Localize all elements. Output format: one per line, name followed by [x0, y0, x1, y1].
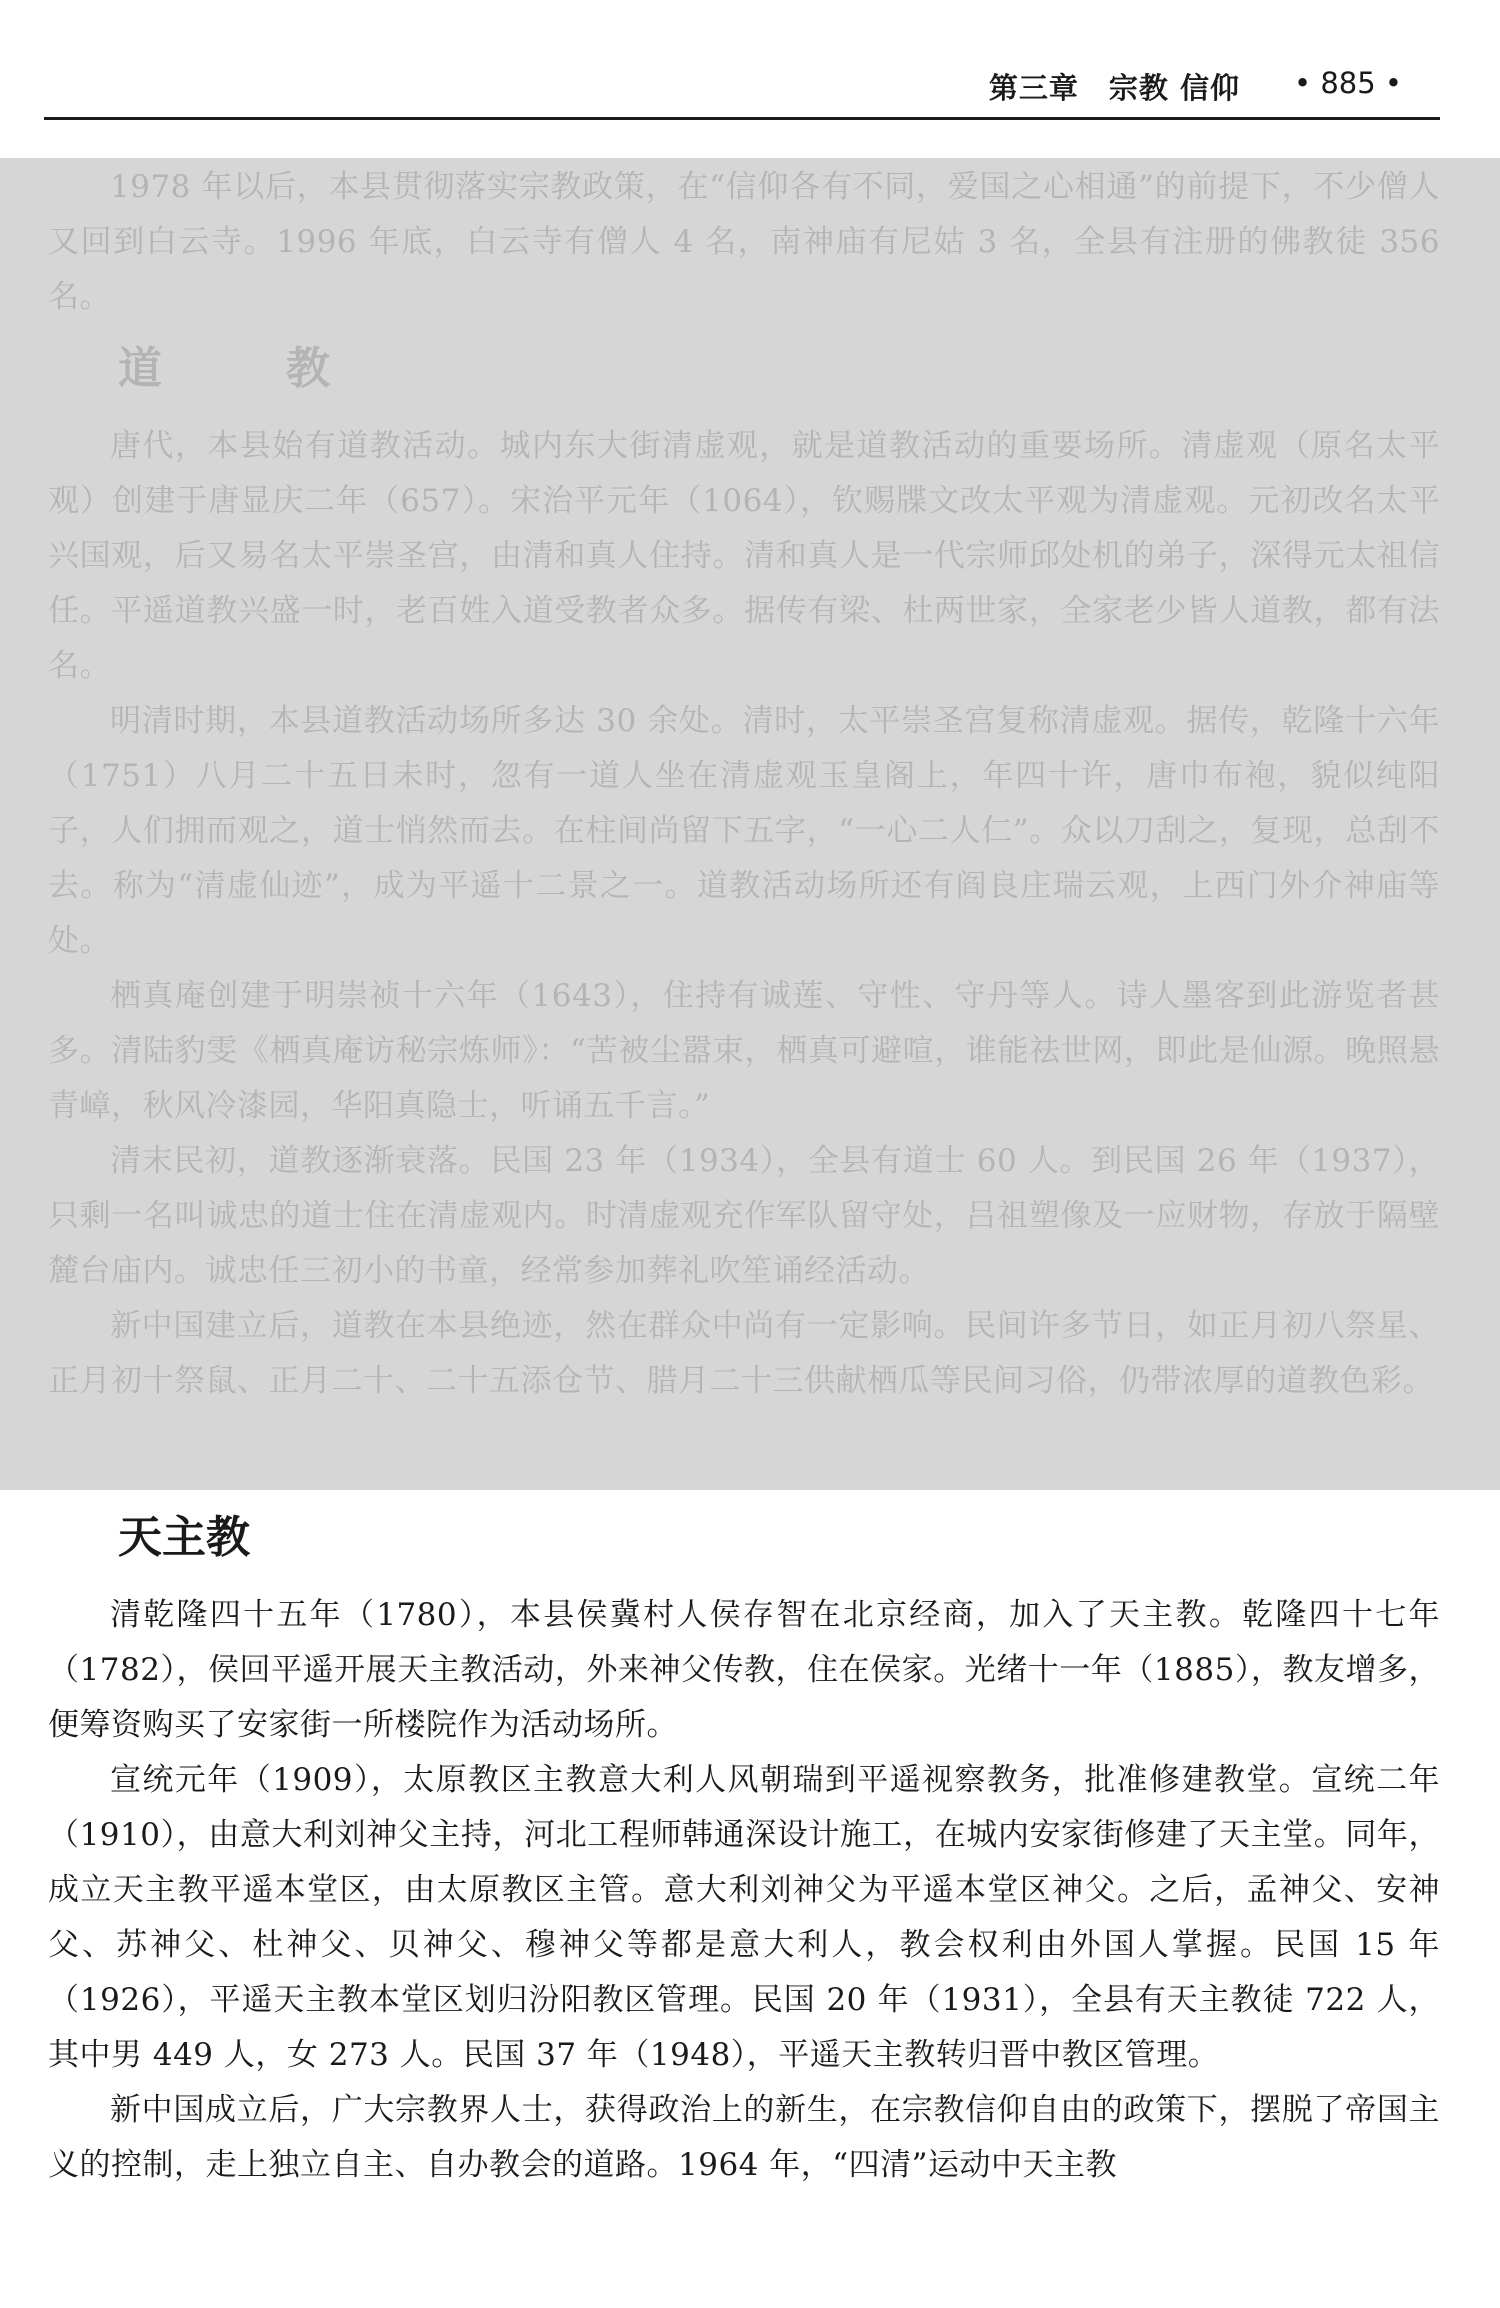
faded-content [48, 160, 1440, 1409]
chapter-title: 第三章 宗教 信仰 [988, 71, 1240, 105]
catholic-paragraph: 清乾隆四十五年（1780），本县侯冀村人侯存智在北京经商，加入了天主教。乾隆四十七年（1782），侯回平遥开展天主教活动，外来神父传教，住在侯家。光绪十一年（1885），教友增多，便筹资购买了安家街一所楼院作为活动场所。 [48, 1597, 1440, 1743]
taoism-paragraph: 栖真庵创建于明崇祯十六年（1643），住持有诚莲、守性、守丹等人。诗人墨客到此游览者甚多。清陆豹雯《栖真庵访秘宗炼师》：“苦被尘嚣束，栖真可避喧，谁能祛世网，即此是仙源。晚照悬青嶂，秋风冷漆园，华阳真隐士，听诵五千言。” [48, 978, 1440, 1124]
taoism-paragraph: 明清时期，本县道教活动场所多达 30 余处。清时，太平崇圣宫复称清虚观。据传，乾隆十六年（1751）八月二十五日未时，忽有一道人坐在清虚观玉皇阁上，年四十许，唐巾布袍，貌似纯阳子，人们拥而观之，道士悄然而去。在柱间尚留下五字，“一心二人仁”。众以刀刮之，复现，总刮不去。称为“清虚仙迹”，成为平遥十二景之一。道教活动场所还有阎良庄瑞云观，上西门外介神庙等处。 [48, 703, 1440, 959]
faded-section [0, 158, 1500, 1490]
catholic-paragraph: 宣统元年（1909），太原教区主教意大利人风朝瑞到平遥视察教务，批准修建教堂。宣统二年（1910），由意大利刘神父主持，河北工程师韩通深设计施工，在城内安家街修建了天主堂。同年，成立天主教平遥本堂区，由太原教区主管。意大利刘神父为平遥本堂区神父。之后，孟神父、安神父、苏神父、杜神父、贝神父、穆神父等都是意大利人，教会权利由外国人掌握。民国 15 年（1926），平遥天主教本堂区划归汾阳教区管理。民国 20 年（1931），全县有天主教徒 722 人，其中男 449 人，女 273 人。民国 37 年（1948），平遥天主教转归晋中教区管理。 [48, 1762, 1440, 2073]
taoism-paragraph: 清末民初，道教逐渐衰落。民国 23 年（1934），全县有道士 60 人。到民国 26 年（1937），只剩一名叫诚忠的道士住在清虚观内。时清虚观充作军队留守处，吕祖塑像及一应财物，存放于隔壁麓台庙内。诚忠任三初小的书童，经常参加葬礼吹笙诵经活动。 [48, 1143, 1440, 1289]
taoism-heading: 道 教 [118, 343, 370, 394]
running-header [44, 60, 1440, 120]
page-number: • 885 • [1294, 66, 1402, 100]
catholic-heading: 天主教 [118, 1512, 250, 1563]
catholic-section [48, 1508, 1440, 2193]
buddhism-closing-paragraph: 1978 年以后，本县贯彻落实宗教政策，在“信仰各有不同，爱国之心相通”的前提下，不少僧人又回到白云寺。1996 年底，白云寺有僧人 4 名，南神庙有尼姑 3 名，全县有注册的佛教徒 356 名。 [48, 169, 1440, 315]
taoism-paragraph: 唐代，本县始有道教活动。城内东大街清虚观，就是道教活动的重要场所。清虚观（原名太平观）创建于唐显庆二年（657）。宋治平元年（1064），钦赐牒文改太平观为清虚观。元初改名太平兴国观，后又易名太平崇圣宫，由清和真人住持。清和真人是一代宗师邱处机的弟子，深得元太祖信任。平遥道教兴盛一时，老百姓入道受教者众多。据传有梁、杜两世家，全家老少皆人道教，都有法名。 [48, 428, 1440, 684]
catholic-paragraph: 新中国成立后，广大宗教界人士，获得政治上的新生，在宗教信仰自由的政策下，摆脱了帝国主义的控制，走上独立自主、自办教会的道路。1964 年，“四清”运动中天主教 [48, 2092, 1440, 2183]
taoism-paragraph: 新中国建立后，道教在本县绝迹，然在群众中尚有一定影响。民间许多节日，如正月初八祭星、正月初十祭鼠、正月二十、二十五添仓节、腊月二十三供献栖瓜等民间习俗，仍带浓厚的道教色彩。 [48, 1308, 1440, 1399]
